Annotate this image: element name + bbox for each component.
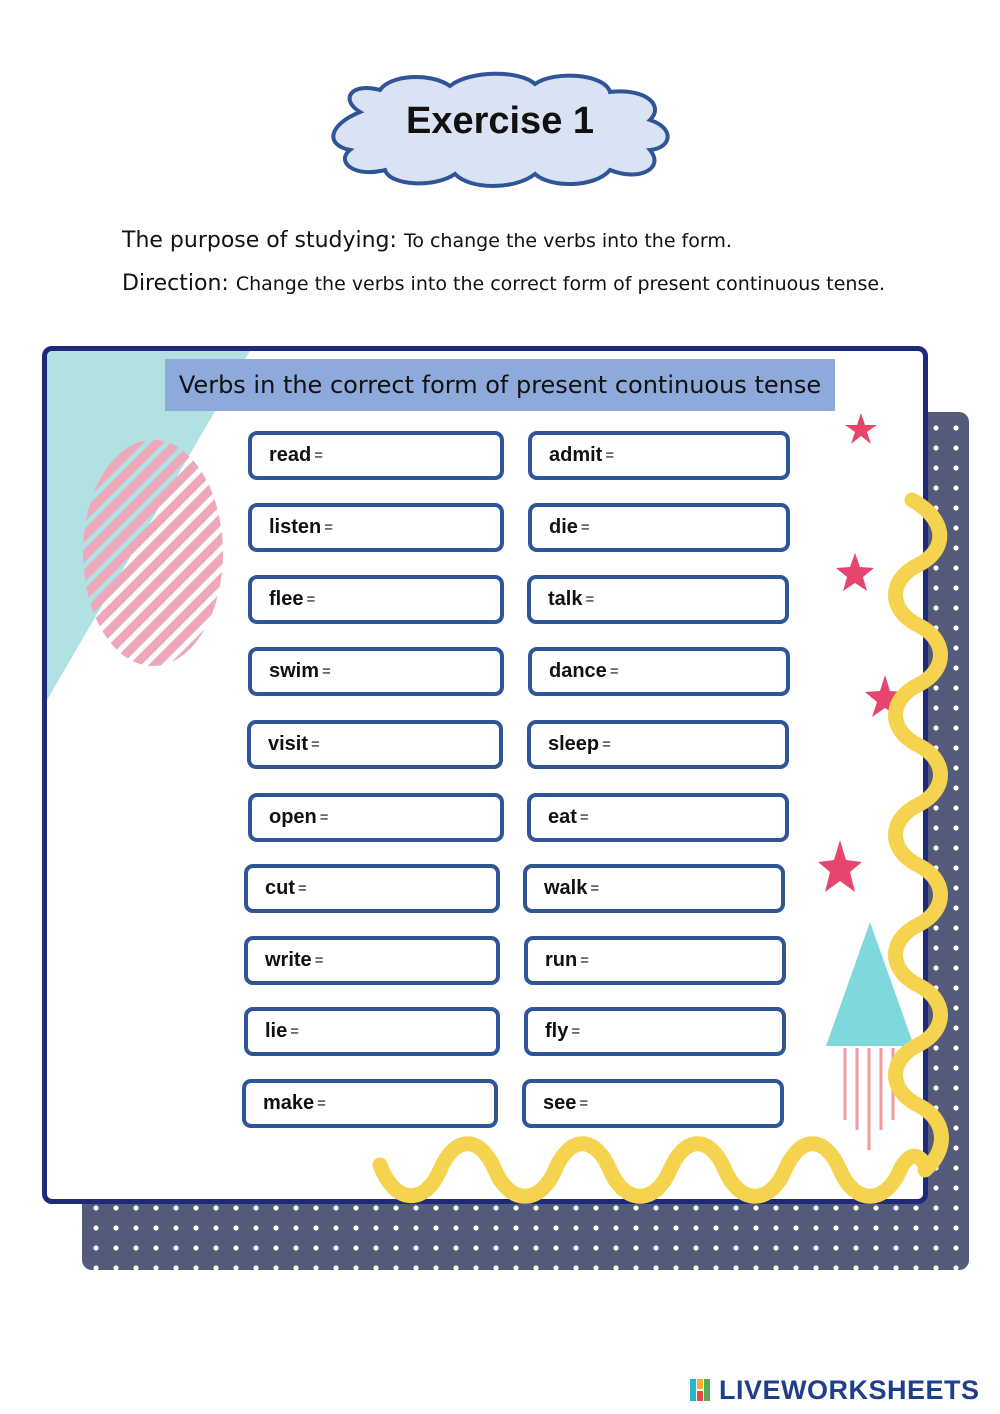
- verb-input-box[interactable]: [527, 793, 789, 842]
- verb-label: admit: [549, 444, 603, 466]
- equals-sign: =: [590, 880, 600, 897]
- direction-text: Change the verbs into the correct form of present continuous tense.: [235, 273, 886, 295]
- logo-icon: [690, 1377, 716, 1403]
- equals-sign: =: [314, 952, 324, 969]
- equals-sign: =: [571, 1023, 581, 1040]
- equals-sign: =: [322, 663, 331, 680]
- verb-label: sleep: [548, 733, 600, 755]
- verb-label: write: [265, 949, 312, 971]
- verb-input-box[interactable]: [527, 720, 789, 769]
- verb-input-box[interactable]: [524, 1007, 786, 1056]
- direction-label: Direction:: [122, 271, 229, 296]
- verb-label: listen: [269, 516, 322, 538]
- logo-text: LIVEWORKSHEETS: [719, 1374, 980, 1405]
- equals-sign: =: [324, 519, 334, 536]
- verb-input-box[interactable]: [248, 647, 504, 696]
- vertical-wave: [896, 500, 942, 1170]
- equals-sign: =: [580, 519, 590, 536]
- verb-label: fly: [545, 1020, 569, 1042]
- star-icon: [818, 840, 862, 892]
- verb-input-box[interactable]: [248, 793, 504, 842]
- verb-input-box[interactable]: [528, 647, 790, 696]
- verb-input-box[interactable]: [244, 936, 500, 985]
- verb-input-box[interactable]: [524, 936, 786, 985]
- verb-input-box[interactable]: [244, 1007, 500, 1056]
- equals-sign: =: [580, 952, 589, 969]
- verb-label: talk: [548, 588, 583, 610]
- horizontal-wave: [380, 1144, 925, 1197]
- star-icon: [836, 553, 874, 591]
- liveworksheets-logo: [690, 1375, 990, 1405]
- verb-input-box[interactable]: [527, 575, 789, 624]
- verb-label: see: [543, 1092, 577, 1114]
- verb-label: flee: [269, 588, 304, 610]
- verb-label: die: [549, 516, 578, 538]
- equals-sign: =: [311, 736, 320, 753]
- verb-label: visit: [268, 733, 309, 755]
- verb-input-box[interactable]: [248, 503, 504, 552]
- verb-input-box[interactable]: [528, 431, 790, 480]
- equals-sign: =: [579, 809, 589, 826]
- equals-sign: =: [579, 1095, 589, 1112]
- verb-input-box[interactable]: [248, 431, 504, 480]
- verb-label: lie: [265, 1020, 288, 1042]
- equals-sign: =: [317, 1095, 326, 1112]
- page-title: Exercise 1: [405, 100, 595, 142]
- verb-label: walk: [544, 877, 588, 899]
- equals-sign: =: [602, 736, 611, 753]
- verb-input-box[interactable]: [522, 1079, 784, 1128]
- equals-sign: =: [306, 591, 316, 608]
- equals-sign: =: [314, 447, 324, 464]
- verb-input-box[interactable]: [248, 575, 504, 624]
- verb-label: make: [263, 1092, 315, 1114]
- purpose-label: The purpose of studying:: [122, 228, 397, 253]
- equals-sign: =: [290, 1023, 300, 1040]
- equals-sign: =: [298, 880, 307, 897]
- verb-input-box[interactable]: [528, 503, 790, 552]
- equals-sign: =: [605, 447, 615, 464]
- verb-label: swim: [269, 660, 320, 682]
- verb-label: eat: [548, 806, 577, 828]
- purpose-text: To change the verbs into the form.: [403, 230, 732, 252]
- verb-input-box[interactable]: [242, 1079, 498, 1128]
- verb-input-box[interactable]: [523, 864, 785, 913]
- equals-sign: =: [585, 591, 595, 608]
- equals-sign: =: [319, 809, 329, 826]
- verb-label: cut: [265, 877, 295, 899]
- verb-label: run: [545, 949, 578, 971]
- verb-input-box[interactable]: [244, 864, 500, 913]
- star-icon: [845, 413, 877, 444]
- verb-label: open: [269, 806, 317, 828]
- table-header: Verbs in the correct form of present continuous tense: [165, 359, 835, 411]
- verb-label: dance: [549, 660, 607, 682]
- verb-input-box[interactable]: [247, 720, 503, 769]
- equals-sign: =: [609, 663, 619, 680]
- verb-label: read: [269, 444, 312, 466]
